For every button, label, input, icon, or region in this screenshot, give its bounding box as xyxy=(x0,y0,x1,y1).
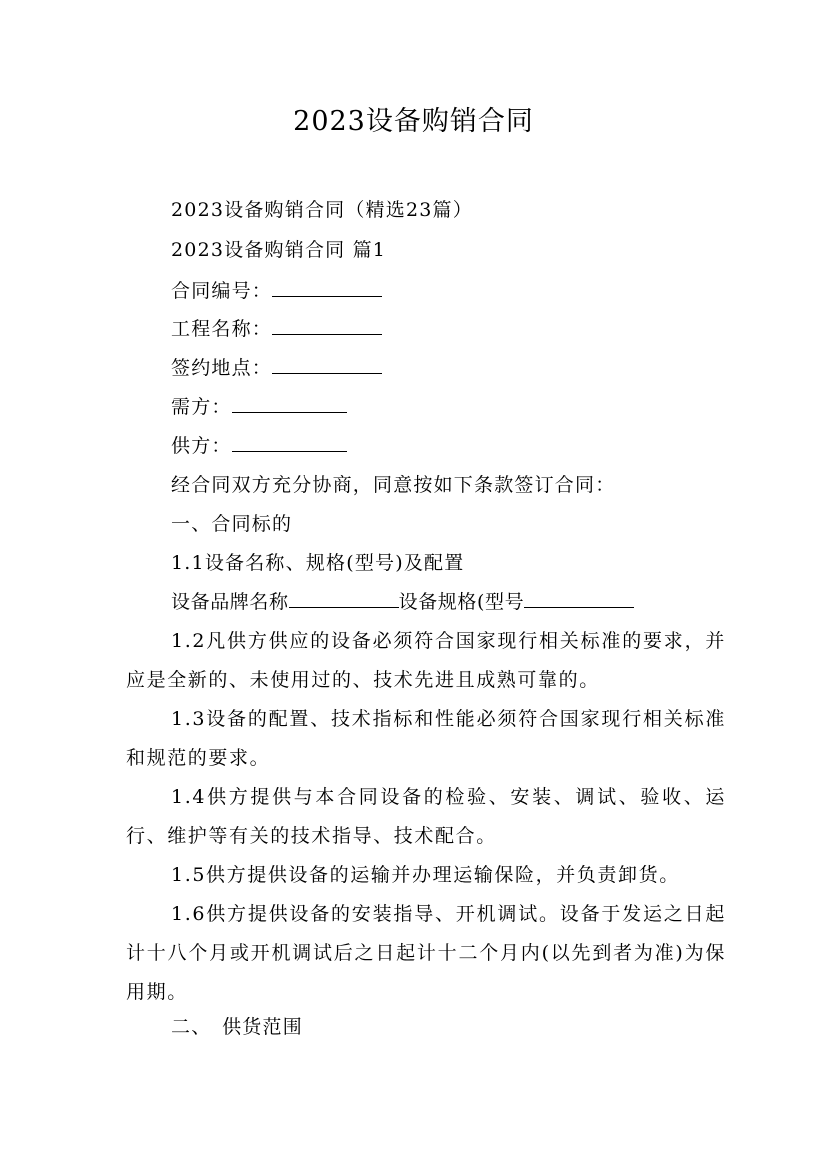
project-name-blank xyxy=(272,333,382,335)
brand-label: 设备品牌名称 xyxy=(171,591,289,613)
clause-1-2: 1.2凡供方供应的设备必须符合国家现行相关标准的要求，并应是全新的、未使用过的、技术先进且成熟可靠的。 xyxy=(126,630,726,691)
clause-1-5: 1.5供方提供设备的运输并办理运输保险，并负责卸货。 xyxy=(171,864,680,886)
article-2-heading: 二、 供货范围 xyxy=(171,1016,303,1038)
project-name-line xyxy=(171,315,382,343)
supplier-line xyxy=(171,432,347,460)
supplier-blank xyxy=(232,450,347,452)
buyer-blank xyxy=(232,411,347,413)
contract-number-label: 合同编号： xyxy=(171,280,273,302)
contract-number-blank xyxy=(272,295,382,297)
intro-text: 经合同双方充分协商，同意按如下条款签订合同： xyxy=(171,474,616,496)
sign-place-line xyxy=(171,354,382,382)
supplier-label: 供方： xyxy=(171,435,232,457)
document-title: 2023设备购销合同 xyxy=(293,106,534,137)
document-subtitle: 2023设备购销合同（精选23篇） xyxy=(171,199,473,221)
clause-1-4: 1.4供方提供与本合同设备的检验、安装、调试、验收、运行、维护等有关的技术指导、技术配合。 xyxy=(126,786,726,847)
project-name-label: 工程名称： xyxy=(171,318,273,340)
clause-1-1: 1.1设备名称、规格(型号)及配置 xyxy=(171,552,465,574)
buyer-label: 需方： xyxy=(171,396,232,418)
section-heading: 2023设备购销合同 篇1 xyxy=(171,239,387,261)
contract-number-line xyxy=(171,277,382,305)
article-1-heading: 一、合同标的 xyxy=(171,513,293,535)
clause-1-3: 1.3设备的配置、技术指标和性能必须符合国家现行相关标准和规范的要求。 xyxy=(126,708,726,769)
sign-place-label: 签约地点： xyxy=(171,357,273,379)
spec-label: 设备规格(型号 xyxy=(398,591,525,613)
clause-1-6: 1.6供方提供设备的安装指导、开机调试。设备于发运之日起计十八个月或开机调试后之日起计十二个月内(以先到者为准)为保用期。 xyxy=(126,903,726,1003)
brand-blank xyxy=(289,606,399,608)
brand-spec-line xyxy=(171,588,634,616)
spec-blank xyxy=(524,606,634,608)
sign-place-blank xyxy=(272,372,382,374)
buyer-line xyxy=(171,393,347,421)
